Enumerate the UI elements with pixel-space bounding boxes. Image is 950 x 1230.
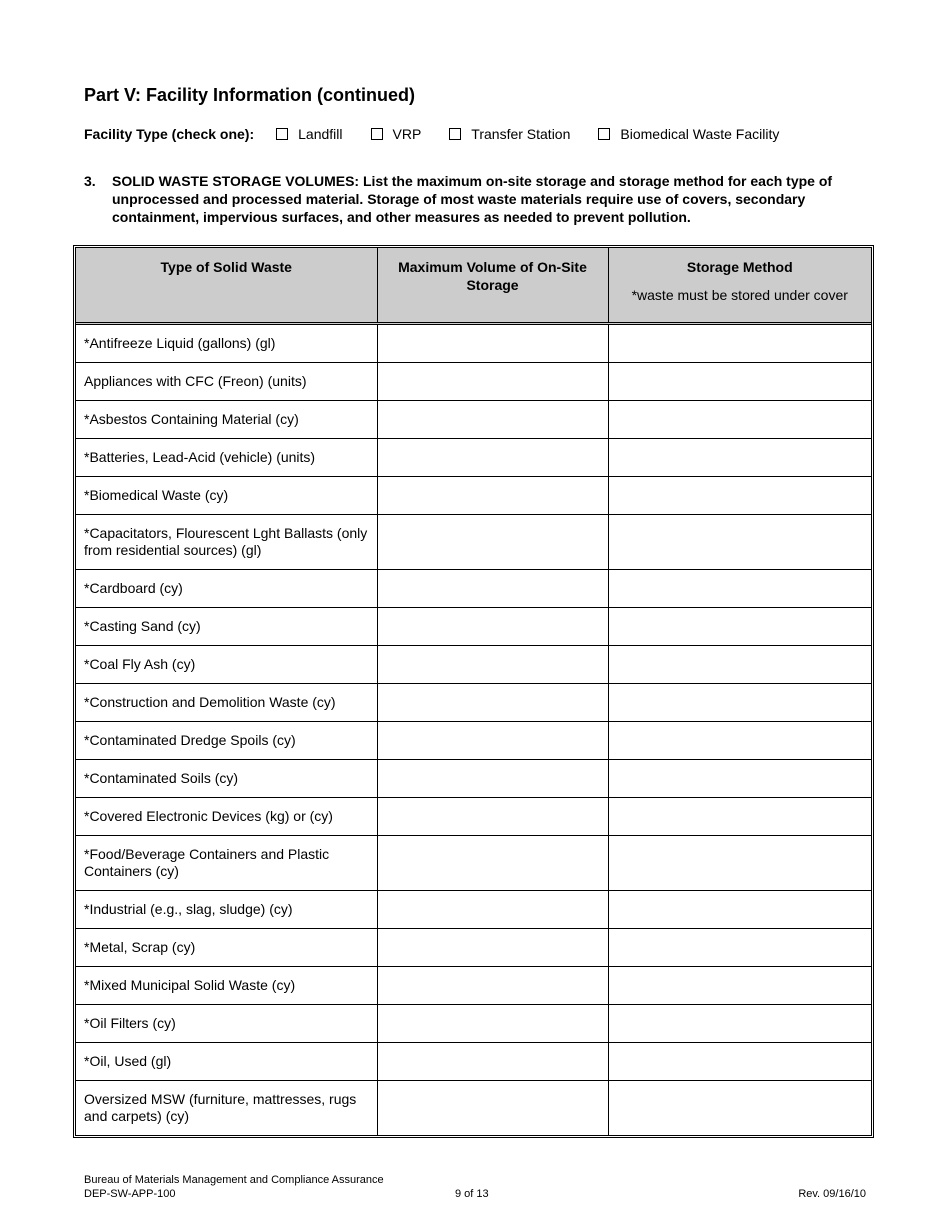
waste-type-cell: *Antifreeze Liquid (gallons) (gl) bbox=[76, 324, 377, 363]
table-row bbox=[76, 929, 871, 967]
waste-type-cell: *Contaminated Soils (cy) bbox=[76, 760, 377, 798]
table-row bbox=[76, 1043, 871, 1081]
storage-method-input[interactable] bbox=[608, 401, 871, 439]
waste-type-cell: Oversized MSW (furniture, mattresses, rugs and carpets) (cy) bbox=[76, 1081, 377, 1136]
biomedical-label: Biomedical Waste Facility bbox=[620, 126, 780, 142]
biomedical-checkbox[interactable] bbox=[598, 128, 610, 140]
storage-method-input[interactable] bbox=[608, 798, 871, 836]
header-volume: Maximum Volume of On-Site Storage bbox=[377, 248, 608, 324]
waste-type-cell: *Mixed Municipal Solid Waste (cy) bbox=[76, 967, 377, 1005]
table-row bbox=[76, 515, 871, 570]
waste-type-cell: *Covered Electronic Devices (kg) or (cy) bbox=[76, 798, 377, 836]
max-volume-input[interactable] bbox=[377, 929, 608, 967]
table-row bbox=[76, 684, 871, 722]
transfer-station-label: Transfer Station bbox=[471, 126, 571, 142]
footer-revision: Rev. 09/16/10 bbox=[798, 1188, 866, 1200]
facility-type-label: Facility Type (check one): bbox=[84, 126, 255, 142]
table-row bbox=[76, 1005, 871, 1043]
facility-type-option-landfill[interactable] bbox=[276, 126, 342, 142]
vrp-label: VRP bbox=[392, 126, 422, 142]
section-number: 3. bbox=[84, 173, 96, 189]
table-header-row bbox=[76, 248, 871, 324]
max-volume-input[interactable] bbox=[377, 515, 608, 570]
section-text: SOLID WASTE STORAGE VOLUMES: List the maximum on-site storage and storage method for each type of unprocessed and processed material. Storage of most waste materials require use of covers, secondary containment, impervious surfaces, and other measures as needed to prevent pollution. bbox=[112, 173, 833, 225]
landfill-checkbox[interactable] bbox=[276, 128, 288, 140]
storage-method-input[interactable] bbox=[608, 1005, 871, 1043]
max-volume-input[interactable] bbox=[377, 401, 608, 439]
storage-method-input[interactable] bbox=[608, 439, 871, 477]
facility-type-option-vrp[interactable] bbox=[371, 126, 422, 142]
waste-type-cell: *Metal, Scrap (cy) bbox=[76, 929, 377, 967]
header-method-title: Storage Method bbox=[686, 259, 793, 275]
vrp-checkbox[interactable] bbox=[371, 128, 383, 140]
max-volume-input[interactable] bbox=[377, 363, 608, 401]
table-row bbox=[76, 836, 871, 891]
storage-method-input[interactable] bbox=[608, 891, 871, 929]
storage-method-input[interactable] bbox=[608, 324, 871, 363]
waste-type-cell: *Biomedical Waste (cy) bbox=[76, 477, 377, 515]
max-volume-input[interactable] bbox=[377, 439, 608, 477]
part-title: Part V: Facility Information (continued) bbox=[84, 85, 416, 105]
waste-type-cell: *Batteries, Lead-Acid (vehicle) (units) bbox=[76, 439, 377, 477]
storage-method-input[interactable] bbox=[608, 684, 871, 722]
table-row bbox=[76, 722, 871, 760]
table-row bbox=[76, 760, 871, 798]
table-row bbox=[76, 967, 871, 1005]
storage-method-input[interactable] bbox=[608, 363, 871, 401]
waste-type-cell: *Construction and Demolition Waste (cy) bbox=[76, 684, 377, 722]
footer-bureau: Bureau of Materials Management and Compliance Assurance bbox=[84, 1174, 384, 1186]
max-volume-input[interactable] bbox=[377, 798, 608, 836]
max-volume-input[interactable] bbox=[377, 836, 608, 891]
storage-method-input[interactable] bbox=[608, 570, 871, 608]
table-row bbox=[76, 570, 871, 608]
header-method-note: *waste must be stored under cover bbox=[631, 287, 848, 303]
header-type: Type of Solid Waste bbox=[76, 248, 377, 324]
max-volume-input[interactable] bbox=[377, 608, 608, 646]
transfer-station-checkbox[interactable] bbox=[449, 128, 461, 140]
max-volume-input[interactable] bbox=[377, 722, 608, 760]
max-volume-input[interactable] bbox=[377, 477, 608, 515]
max-volume-input[interactable] bbox=[377, 1043, 608, 1081]
landfill-label: Landfill bbox=[298, 126, 343, 142]
storage-volumes-table bbox=[73, 245, 874, 1138]
max-volume-input[interactable] bbox=[377, 1005, 608, 1043]
table-row bbox=[76, 646, 871, 684]
waste-type-cell: *Coal Fly Ash (cy) bbox=[76, 646, 377, 684]
max-volume-input[interactable] bbox=[377, 570, 608, 608]
storage-method-input[interactable] bbox=[608, 1043, 871, 1081]
table-row bbox=[76, 477, 871, 515]
table-row bbox=[76, 891, 871, 929]
waste-type-cell: *Capacitators, Flourescent Lght Ballasts (only from residential sources) (gl) bbox=[76, 515, 377, 570]
max-volume-input[interactable] bbox=[377, 760, 608, 798]
table-row bbox=[76, 324, 871, 363]
storage-method-input[interactable] bbox=[608, 929, 871, 967]
table-row bbox=[76, 608, 871, 646]
storage-method-input[interactable] bbox=[608, 477, 871, 515]
waste-type-cell: Appliances with CFC (Freon) (units) bbox=[76, 363, 377, 401]
header-method bbox=[608, 248, 871, 324]
table-row bbox=[76, 439, 871, 477]
storage-method-input[interactable] bbox=[608, 722, 871, 760]
storage-method-input[interactable] bbox=[608, 608, 871, 646]
facility-type-group bbox=[84, 124, 779, 144]
max-volume-input[interactable] bbox=[377, 1081, 608, 1136]
footer-page-number: 9 of 13 bbox=[455, 1188, 489, 1200]
storage-method-input[interactable] bbox=[608, 1081, 871, 1136]
max-volume-input[interactable] bbox=[377, 967, 608, 1005]
waste-type-cell: *Food/Beverage Containers and Plastic Containers (cy) bbox=[76, 836, 377, 891]
max-volume-input[interactable] bbox=[377, 646, 608, 684]
waste-type-cell: *Oil Filters (cy) bbox=[76, 1005, 377, 1043]
waste-type-cell: *Industrial (e.g., slag, sludge) (cy) bbox=[76, 891, 377, 929]
waste-type-cell: *Oil, Used (gl) bbox=[76, 1043, 377, 1081]
table-row bbox=[76, 363, 871, 401]
waste-type-cell: *Contaminated Dredge Spoils (cy) bbox=[76, 722, 377, 760]
storage-method-input[interactable] bbox=[608, 967, 871, 1005]
max-volume-input[interactable] bbox=[377, 891, 608, 929]
waste-type-cell: *Casting Sand (cy) bbox=[76, 608, 377, 646]
table-row bbox=[76, 1081, 871, 1136]
footer-form-id: DEP-SW-APP-100 bbox=[84, 1188, 176, 1200]
facility-type-option-biomedical[interactable] bbox=[598, 126, 779, 142]
storage-method-input[interactable] bbox=[608, 836, 871, 891]
table-row bbox=[76, 798, 871, 836]
storage-method-input[interactable] bbox=[608, 515, 871, 570]
max-volume-input[interactable] bbox=[377, 324, 608, 363]
facility-type-option-transfer-station[interactable] bbox=[449, 126, 570, 142]
storage-method-input[interactable] bbox=[608, 760, 871, 798]
waste-type-cell: *Cardboard (cy) bbox=[76, 570, 377, 608]
storage-method-input[interactable] bbox=[608, 646, 871, 684]
section-instructions bbox=[84, 172, 874, 226]
page-footer bbox=[84, 1173, 866, 1201]
max-volume-input[interactable] bbox=[377, 684, 608, 722]
waste-type-cell: *Asbestos Containing Material (cy) bbox=[76, 401, 377, 439]
table-row bbox=[76, 401, 871, 439]
